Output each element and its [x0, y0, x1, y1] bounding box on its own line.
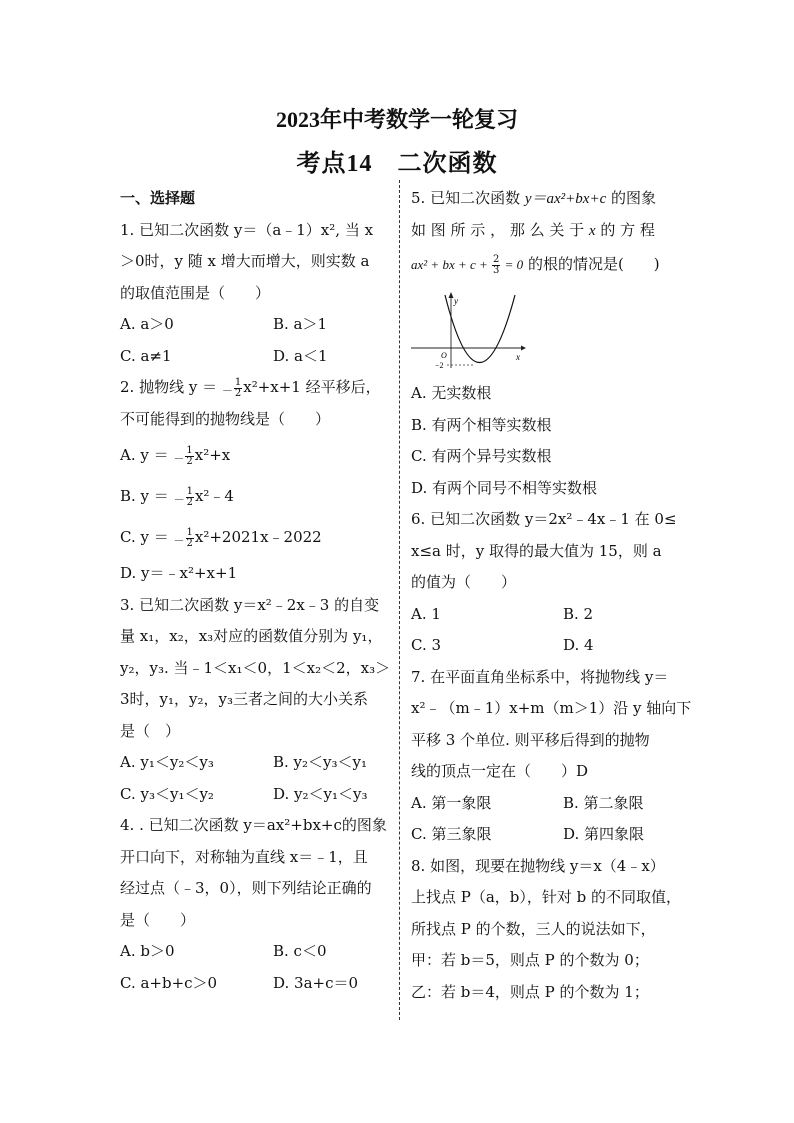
question-2	[120, 372, 390, 590]
question-5	[411, 183, 679, 504]
q5-line-1: 5. 已知二次函数 y＝ax²+bx+c 的图象	[411, 189, 657, 207]
q7-option-d: D. 第四象限	[563, 825, 645, 843]
q7-line-1: 7. 在平面直角坐标系中，将抛物线 y＝	[411, 667, 669, 686]
q1-option-b: B. a＞1	[273, 315, 328, 333]
q2-option-c: C. y ＝ － $\frac{1}{2}$ x²+2021x﹣2022	[120, 526, 322, 549]
q5-parabola-graph	[411, 290, 679, 370]
q7-option-a: A. 第一象限	[411, 793, 492, 812]
q6-option-d: D. 4	[563, 636, 594, 654]
question-6	[411, 504, 679, 662]
q5-option-a: A. 无实数根	[411, 384, 492, 402]
left-column	[120, 183, 390, 999]
q8-line-3: 所找点 P 的个数，三人的说法如下，	[411, 919, 656, 938]
q3-option-b: B. y₂＜y₃＜y₁	[273, 753, 368, 771]
right-column	[411, 183, 692, 1008]
parabola-figure	[411, 290, 526, 370]
half-fraction: $\frac{1}{2}$	[234, 376, 242, 399]
q8-line-4: 甲：若 b＝5，则点 P 的个数为 0；	[411, 951, 649, 969]
q4-option-d: D. 3a+c＝0	[273, 973, 359, 992]
q4-line-3: 经过点（﹣3，0），则下列结论正确的	[120, 879, 372, 897]
q1-line-2: ＞0时，y 随 x 增大而增大，则实数 a	[120, 252, 370, 270]
q1-option-c: C. a≠1	[120, 346, 172, 365]
q4-option-a: A. b＞0	[120, 942, 175, 960]
q5-option-c: C. 有两个异号实数根	[411, 447, 552, 465]
question-8	[411, 851, 682, 1009]
question-1	[120, 215, 390, 373]
origin-label: O	[441, 351, 447, 360]
q3-line-1: 3. 已知二次函数 y＝x²﹣2x﹣3 的自变	[120, 595, 380, 614]
q1-option-a: A. a＞0	[120, 315, 174, 333]
q1-option-d: D. a＜1	[273, 346, 328, 365]
x-axis-label: x	[516, 352, 520, 362]
q7-line-2: x²﹣（m﹣1）x+m（m＞1）沿 y 轴向下	[411, 699, 692, 717]
document-subtitle: 考点14 二次函数	[296, 151, 498, 177]
q6-option-a: A. 1	[411, 604, 441, 623]
section-heading: 一、选择题	[120, 189, 196, 207]
q2-option-d: D. y＝﹣x²+x+1	[120, 564, 238, 582]
q2-option-a: A. y ＝ － $\frac{1}{2}$ x²+x	[120, 444, 231, 467]
x-axis-arrow	[521, 346, 526, 351]
q7-line-4: 线的顶点一定在（ ）D	[411, 762, 589, 780]
q4-line-1: 4. . 已知二次函数 y＝ax²+bx+c的图象	[120, 816, 387, 834]
q1-line-3: 的取值范围是（ ）	[120, 283, 271, 302]
q4-line-2: 开口向下，对称轴为直线 x＝﹣1，且	[120, 847, 368, 866]
q4-line-4: 是（ ）	[120, 910, 196, 929]
q2-line-1: 2. 抛物线 y ＝ － $\frac{1}{2}$ x²+x+1 经平移后，	[120, 376, 381, 399]
q3-line-3: y₂，y₃. 当﹣1＜x₁＜0，1＜x₂＜2，x₃＞	[120, 658, 391, 677]
y-axis-arrow	[449, 292, 454, 298]
q2-option-b: B. y ＝ － $\frac{1}{2}$ x²﹣4	[120, 485, 234, 508]
q6-line-1: 6. 已知二次函数 y＝2x²﹣4x﹣1 在 0≤	[411, 510, 677, 528]
q5-option-d: D. 有两个同号不相等实数根	[411, 478, 598, 497]
tick-label-minus-2: −2	[435, 361, 444, 370]
q4-option-c: C. a+b+c＞0	[120, 973, 218, 992]
question-4	[120, 810, 390, 999]
q2-line-2: 不可能得到的抛物线是（ ）	[120, 409, 331, 428]
q4-option-b: B. c＜0	[273, 942, 327, 960]
column-divider	[399, 180, 400, 1020]
document-title: 2023年中考数学一轮复习	[275, 107, 518, 132]
q3-option-c: C. y₃＜y₁＜y₂	[120, 784, 214, 803]
q7-option-c: C. 第三象限	[411, 825, 492, 843]
q6-option-b: B. 2	[563, 604, 594, 623]
q3-line-4: 3时，y₁，y₂，y₃三者之间的大小关系	[120, 690, 369, 708]
question-3	[120, 590, 390, 811]
q8-line-5: 乙：若 b＝4，则点 P 的个数为 1；	[411, 982, 649, 1001]
q3-option-d: D. y₂＜y₁＜y₃	[273, 784, 368, 803]
q5-line-3: ax² + bx + c + $\frac{2}{3}$ = 0 的根的情况是( )	[411, 253, 660, 276]
q6-line-2: x≤a 时，y 取得的最大值为 15，则 a	[411, 541, 662, 560]
q1-line-1: 1. 已知二次函数 y＝（a﹣1）x², 当 x	[120, 220, 374, 239]
q7-line-3: 平移 3 个单位. 则平移后得到的抛物	[411, 730, 650, 749]
q8-line-2: 上找点 P（a，b），针对 b 的不同取值，	[411, 888, 682, 906]
q8-line-1: 8. 如图，现要在抛物线 y＝x（4﹣x）	[411, 856, 665, 875]
q3-line-5: 是（ ）	[120, 721, 181, 740]
q3-option-a: A. y₁＜y₂＜y₃	[120, 753, 214, 771]
y-axis-label: y	[454, 296, 458, 306]
q6-option-c: C. 3	[411, 636, 442, 654]
q7-option-b: B. 第二象限	[563, 793, 644, 812]
q5-line-2: 如 图 所 示 ， 那 么 关 于 x 的 方 程	[411, 220, 655, 239]
question-7	[411, 662, 692, 851]
q3-line-2: 量 x₁，x₂，x₃对应的函数值分别为 y₁，	[120, 627, 383, 645]
q5-option-b: B. 有两个相等实数根	[411, 415, 552, 434]
q6-line-3: 的值为（ ）	[411, 573, 517, 591]
